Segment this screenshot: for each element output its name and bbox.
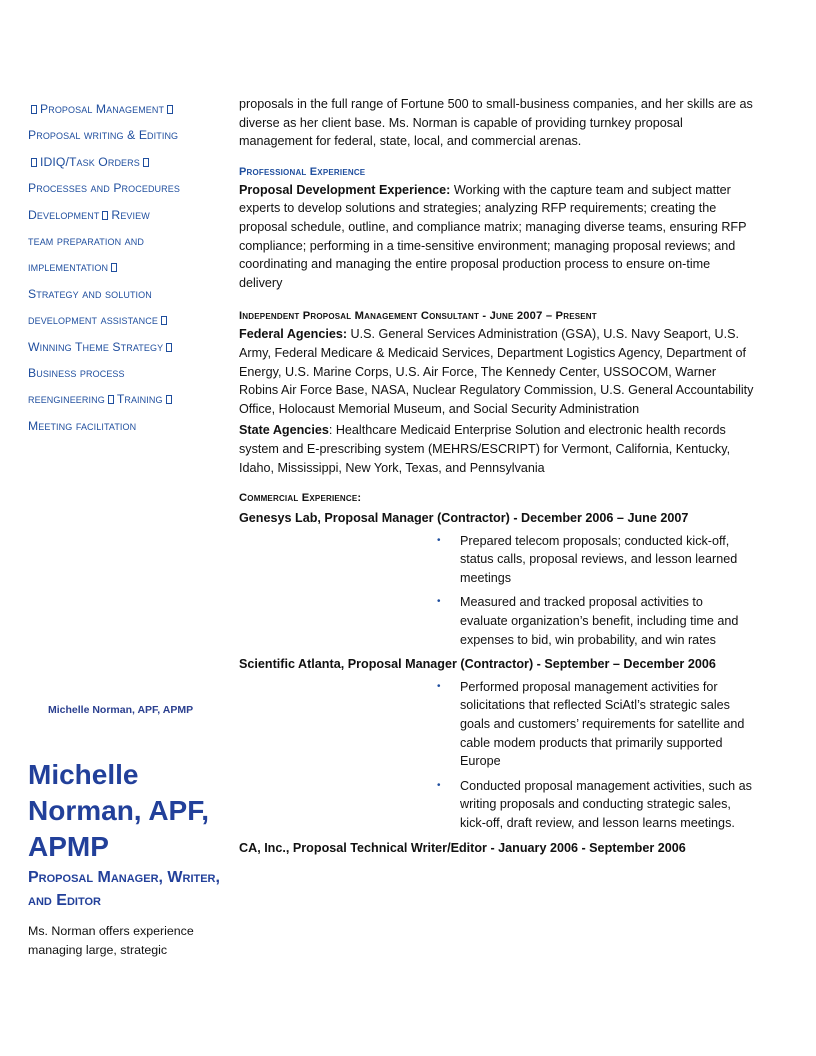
paragraph-text: Working with the capture team and subject matter experts to develop solutions and strategies; analyzing RFP requirements; creating the proposal schedule, outline, and compliance matrix; managing diverse teams, ensuring RFP compliance; performing in a time-sensitive environment; managing proposal reviews; and coordinating and managing the entire proposal production process to ensure on-time delivery bbox=[239, 182, 747, 290]
skill-line: Processes and Procedures bbox=[28, 181, 180, 196]
list-item bbox=[437, 532, 754, 588]
paragraph-label: State Agencies bbox=[239, 423, 329, 438]
checkbox-icon bbox=[31, 158, 37, 167]
job-bullet-list bbox=[239, 532, 754, 650]
intro-paragraph: proposals in the full range of Fortune 500 to small-business companies, and her skills are as diverse as her client base. Ms. Norman is capable of providing turnkey proposal management for federal, state, local, and commercial arenas. bbox=[239, 97, 753, 149]
bullet-text: Measured and tracked proposal activities to evaluate organization’s benefit, including time and expenses to bid, win probability, and win rates bbox=[460, 595, 739, 647]
skill-line: Strategy and solution bbox=[28, 286, 152, 301]
job-role-title: Proposal Manager, Writer, and Editor bbox=[28, 869, 220, 909]
skill-line: reengineering Training bbox=[28, 386, 224, 412]
job-bullet-list bbox=[239, 678, 754, 833]
checkbox-icon bbox=[143, 158, 149, 167]
list-item bbox=[437, 678, 754, 771]
section-heading-commercial: Commercial Experience: bbox=[239, 492, 362, 505]
paragraph-text: U.S. General Services Administration (GSA), U.S. Navy Seaport, U.S. Army, Federal Medicare & Medicaid Services, Department Logistics Agency, Department of Energy, U.S. Marine Corps, U.S. Air Force, The Kennedy Center, USSOCOM, Warner Robins Air Force Base, NASA, Nuclear Regulatory Commission, U.S. General Accountability Office, Holocaust Memorial Museum, and Social Security Administration bbox=[239, 327, 754, 416]
bullet-icon: • bbox=[437, 596, 441, 608]
job-title: Scientific Atlanta, Proposal Manager (Contractor) - September – December 2006 bbox=[239, 657, 716, 672]
state-agencies-paragraph bbox=[239, 421, 754, 477]
skill-line: Meeting facilitation bbox=[28, 418, 137, 433]
checkbox-icon bbox=[167, 105, 173, 114]
checkbox-icon bbox=[108, 395, 114, 404]
skill-line: Winning Theme Strategy bbox=[28, 334, 224, 360]
skill-line: implementation bbox=[28, 254, 224, 280]
bullet-icon: • bbox=[437, 534, 441, 546]
skill-line: Proposal Management bbox=[28, 96, 224, 122]
main-content bbox=[239, 95, 754, 857]
list-item bbox=[437, 777, 754, 833]
skill-line: development assistance bbox=[28, 307, 224, 333]
page-title: Michelle Norman, APF, APMP bbox=[28, 759, 209, 862]
list-item bbox=[437, 593, 754, 649]
checkbox-icon bbox=[102, 211, 108, 220]
checkbox-icon bbox=[111, 263, 117, 272]
skill-line: IDIQ/Task Orders bbox=[28, 149, 224, 175]
bullet-icon: • bbox=[437, 680, 441, 692]
section-heading-professional: Professional Experience bbox=[239, 165, 366, 178]
skill-line: Development Review bbox=[28, 207, 150, 222]
checkbox-icon bbox=[161, 316, 167, 325]
skills-sidebar bbox=[28, 96, 224, 439]
paragraph-label: Federal Agencies: bbox=[239, 327, 348, 342]
skill-line: Business process bbox=[28, 365, 125, 380]
small-name-label: Michelle Norman, APF, APMP bbox=[48, 704, 194, 716]
bullet-text: Prepared telecom proposals; conducted kick-off, status calls, proposal reviews, and lesson learned meetings bbox=[460, 533, 738, 585]
bullet-text: Performed proposal management activities for solicitations that reflected SciAtl’s strategic sales goals and customers’ requirements for satellite and cable modem products that primarily supported Europe bbox=[460, 679, 745, 769]
checkbox-icon bbox=[166, 343, 172, 352]
bullet-text: Conducted proposal management activities, such as writing proposals and conducting strategic sales, kick-off, draft review, and lesson learns meetings. bbox=[460, 778, 752, 830]
checkbox-icon bbox=[31, 105, 37, 114]
federal-agencies-paragraph bbox=[239, 325, 754, 418]
paragraph-label: Proposal Development Experience: bbox=[239, 182, 451, 197]
skill-line: team preparation and bbox=[28, 233, 144, 248]
job-title: Genesys Lab, Proposal Manager (Contractor) - December 2006 – June 2007 bbox=[239, 511, 689, 526]
proposal-development-paragraph bbox=[239, 181, 754, 293]
bullet-icon: • bbox=[437, 779, 441, 791]
checkbox-icon bbox=[166, 395, 172, 404]
skill-line: Proposal writing & Editing bbox=[28, 128, 179, 143]
job-title: CA, Inc., Proposal Technical Writer/Editor - January 2006 - September 2006 bbox=[239, 840, 686, 855]
summary-text: Ms. Norman offers experience managing large, strategic bbox=[28, 924, 194, 957]
paragraph-text: : Healthcare Medicaid Enterprise Solution and electronic health records system and E-prescribing system (MEHRS/ESCRIPT) for Vermont, California, Kentucky, Idaho, Mississippi, New York, Texas, and Pennsylvania bbox=[239, 423, 731, 475]
section-heading-consultant: Independent Proposal Management Consultant - June 2007 – Present bbox=[239, 310, 597, 323]
